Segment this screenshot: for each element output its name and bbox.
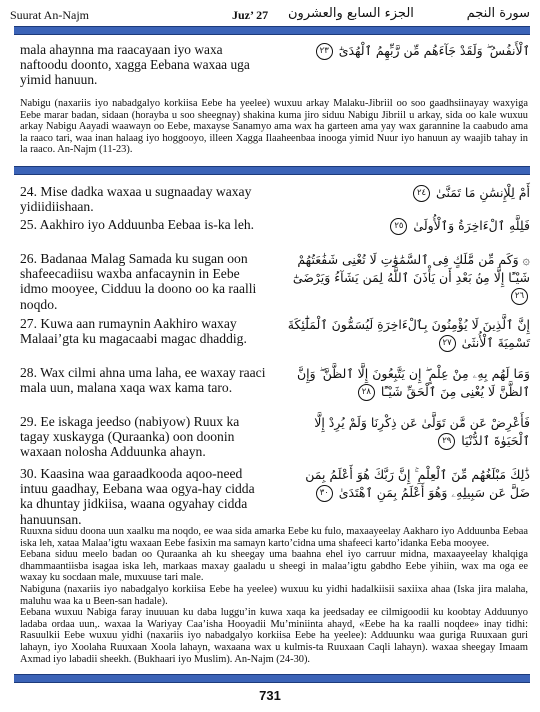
verse-number-icon: ٢٩ (438, 433, 455, 450)
verse-arabic: ذَٰلِكَ مَبْلَغُهُم مِّنَ ٱلْعِلْمِ ۚ إِنَّ رَبَّكَ هُوَ أَعْلَمُ بِمَن ضَلَّ عَن سَبِيلِهِۦ وَهُوَ أَعْلَمُ بِمَنِ ٱهْتَدَىٰ ٣٠ (305, 467, 530, 500)
verse-translation: 29. Ee iskaga jeedso (nabiyow) Ruux ka tagay xuskayga (Quraanka) oon doonin waxaan nolosha Adduunka ahayn. (20, 414, 240, 460)
verse-arabic: فَلِلَّهِ ٱلْءَاخِرَةُ وَٱلْأُولَىٰ ٢٥ (282, 217, 530, 235)
arabic-surah-title: سورة النجم (466, 6, 530, 21)
verse-translation: 25. Aakhiro iyo Adduunba Eebaa is-ka leh. (20, 217, 255, 232)
verse-number-icon: ٣٠ (316, 485, 333, 502)
verse-translation: 24. Mise dadka waxaa u sugnaaday waxay yidiidiishaan. (20, 184, 252, 215)
header-divider-bar (14, 26, 530, 35)
commentary-paragraph: Eebana siduu meelo badan oo Quraanka ah ku sheegay uma baahna ehel iyo carruur midna, maxaayeelay khalqiga dhammaantiisba isagaa iska leh, markaas maxay gaaladu u sheegi in malaa’igtu gabdho Eebe yihiin, wax ma oga ee waxay ku socdaan male, muxuuse tari male. (20, 549, 528, 584)
verse-number-icon: ٢٧ (439, 335, 456, 352)
commentary-paragraph: Ruuxna siduu doona uun xaalku ma noqdo, ee waa sida amarka Eebe ku fulo, maxaayeelay Aakharo iyo Adduunba Eebaa iska leh, xataa Malaa’igtu waxaan Eebe fasixin ma samayn karto’cidna uma shafeeci karto’idanka Eeba mooyee. (20, 526, 528, 549)
verse-arabic: إِنَّ ٱلَّذِينَ لَا يُؤْمِنُونَ بِٱلْءَاخِرَةِ لَيُسَمُّونَ ٱلْمَلَٰٓئِكَةَ تَسْمِيَةَ ٱلْأُنثَىٰ ٢٧ (287, 317, 530, 350)
verse-number-icon: ٢٤ (413, 185, 430, 202)
verse-arabic: ٱلْأَنفُسُ ۖ وَلَقَدْ جَآءَهُم مِّن رَّبِّهِمُ ٱلْهُدَىٰٓ ٢٣ (282, 42, 530, 60)
arabic-juz-title: الجزء السابع والعشرون (288, 6, 414, 21)
verse-translation: mala ahaynna ma raacayaan iyo waxa naftoodu doonto, xagga Eebana waxaa uga yimid hanuun. (20, 42, 250, 88)
juz-label: Juz’ 27 (232, 8, 269, 22)
verse-translation: 26. Badanaa Malag Samada ku sugan oon shafeecadiisu waxba anfacaynin in Eebe idmo mooyee, Cidduu la doono oo ka raalli noqdo. (20, 251, 257, 312)
commentary-paragraph: Nabigu (naxariis iyo nabadgalyo korkiisa Eebe ha yeelee) wuxuu arkay Malaku-Jibriil oo soo gaadhsiinayay waxyiga Eebe marar badan, sidaan (horayba u soo sheegnay) shakina kuma jiro siduu Nabigu Jibriil u arkay, sida oo kale wuxuu arkay Nabigu Aayadi waawayn oo Eebe, maxayse Sanamyo ama wax ha garteen ama yay wax garannine la caabudo ama la raaco tari, waa inan halaag iyo hoggooyo, illeen Xagga Ilaaheenbaa inooga yimid Nuur iyo hanuun ay waajib tahay in la raaco. An-Najm (11-23). (20, 98, 528, 156)
footer-divider-bar (14, 674, 530, 683)
verse-arabic: وَمَا لَهُم بِهِۦ مِنْ عِلْمٍ ۖ إِن يَتَّبِعُونَ إِلَّا ٱلظَّنَّ ۖ وَإِنَّ ٱلظَّنَّ لَا يُغْنِى مِنَ ٱلْحَقِّ شَيْـًٔا ٢٨ (296, 366, 530, 399)
verse-number-icon: ٢٦ (511, 288, 528, 305)
verse-number-icon: ٢٣ (316, 43, 333, 60)
verse-translation: 30. Kaasina waa garaadkooda aqoo-need intuu gaadhay, Eebana waa ogya-hay cidda ka dhuntay jidkiisa, waana ogyahay cidda hanuunsan. (20, 466, 255, 527)
commentary-block-1 (20, 98, 528, 156)
surah-name: Suurat An-Najm (10, 8, 89, 22)
verse-translation: 28. Wax cilmi ahna uma laha, ee waxay raaci mala uun, malana xaqa wax kama taro. (20, 365, 266, 396)
page-header (10, 4, 532, 26)
verse-translation: 27. Kuwa aan rumaynin Aakhiro waxay Malaai’gta ku magacaabi magac dhaddig. (20, 316, 247, 347)
section-divider-bar (14, 166, 530, 175)
commentary-block-2 (20, 526, 528, 665)
verse-number-icon: ٢٥ (390, 218, 407, 235)
verse-arabic: ۞ وَكَم مِّن مَّلَكٍ فِى ٱلسَّمَٰوَٰتِ لَا تُغْنِى شَفَٰعَتُهُمْ شَيْـًٔا إِلَّا مِنۢ بَعْدِ أَن يَأْذَنَ ٱللَّهُ لِمَن يَشَآءُ وَيَرْضَىٰٓ ٢٦ (282, 251, 530, 305)
page-number: 731 (259, 688, 281, 703)
verse-arabic: فَأَعْرِضْ عَن مَّن تَوَلَّىٰ عَن ذِكْرِنَا وَلَمْ يُرِدْ إِلَّا ٱلْحَيَوٰةَ ٱلدُّنْيَا ٢٩ (314, 415, 530, 448)
commentary-paragraph: Nabiguna (naxariis iyo nabadgalyo korkiisa Eebe ha yeelee) wuxuu ku yidhi hadalkiisii saxiixa ahaa (Iska jira malaha, maluhu waa ka u Been-san hadale). (20, 583, 528, 607)
commentary-paragraph: Eebana wuxuu Nabiga faray inuuuan ku daba luggu’in kuwa xaqa ka jeedsaday ee cilmigoodii ku koobtay Adduunyo ladaba ordaa uun,. waxaa la Wariyay Caa’isha Hooyadii Mu’miniinta ahayd, «Eebe ha ka raalli noqdee» inay tidhi: Rasuulkii Eebe wuxuu yidhi (naxariis iyo nabadgalyo korkiisa Eebe ha yeelee): Adduunku waa guriga Ruuxaan guri lahayn, iyo Xoolaha Ruuxaan Xoola lahayn, waxaana wax u kulmis-ta Ruuxaan Caqli lahayn). waxaa sheegay Imaam Axmad iyo labadii sheekh. (Bukhaari iyo Muslim). An-Najm (24-30). (20, 607, 528, 665)
verse-arabic: أَمْ لِلْإِنسَٰنِ مَا تَمَنَّىٰ ٢٤ (282, 184, 530, 202)
verse-number-icon: ٢٨ (358, 384, 375, 401)
